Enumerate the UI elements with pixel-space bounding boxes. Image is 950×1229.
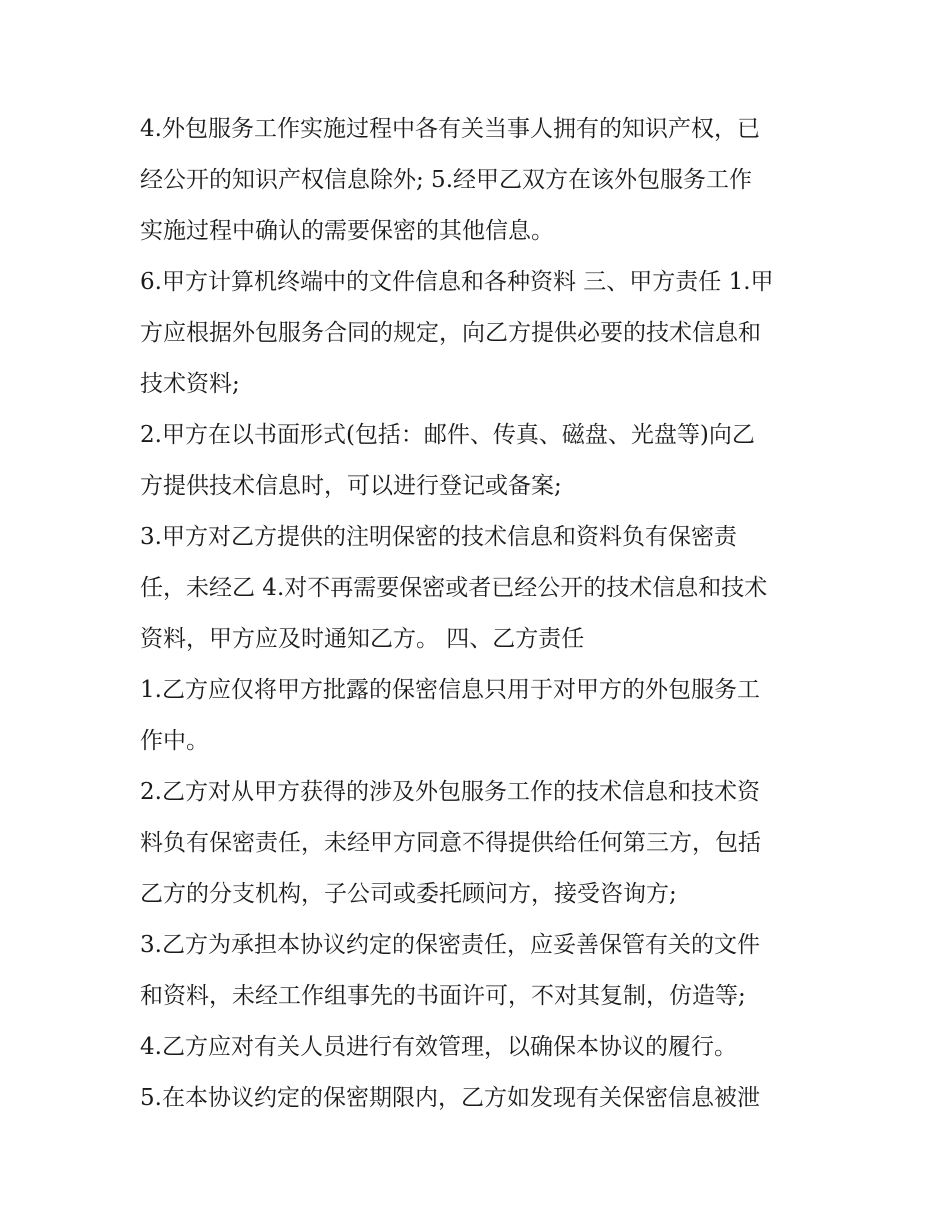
text-line: 料负有保密责任，未经甲方同意不得提供给任何第三方，包括	[140, 830, 761, 856]
text-line: 2.乙方对从甲方获得的涉及外包服务工作的技术信息和技术资	[140, 779, 760, 805]
text-line: 4.外包服务工作实施过程中各有关当事人拥有的知识产权，已	[140, 116, 760, 142]
text-line: 4.乙方应对有关人员进行有效管理，以确保本协议的履行。	[140, 1034, 737, 1060]
text-line: 资料，甲方应及时通知乙方。 四、乙方责任	[140, 626, 585, 652]
text-line: 6.甲方计算机终端中的文件信息和各种资料 三、甲方责任 1.甲	[140, 269, 774, 295]
text-line: 乙方的分支机构，子公司或委托顾问方，接受咨询方;	[140, 881, 677, 907]
text-line: 方提供技术信息时，可以进行登记或备案;	[140, 473, 562, 499]
text-line: 2.甲方在以书面形式(包括：邮件、传真、磁盘、光盘等)向乙	[140, 422, 755, 448]
text-line: 1.乙方应仅将甲方批露的保密信息只用于对甲方的外包服务工	[140, 677, 760, 703]
text-line: 3.乙方为承担本协议约定的保密责任，应妥善保管有关的文件	[140, 932, 760, 958]
text-line: 3.甲方对乙方提供的注明保密的技术信息和资料负有保密责	[140, 524, 737, 550]
text-line: 任，未经乙 4.对不再需要保密或者已经公开的技术信息和技术	[140, 575, 768, 601]
text-line: 方应根据外包服务合同的规定，向乙方提供必要的技术信息和	[140, 320, 761, 346]
text-line: 作中。	[140, 728, 209, 754]
text-line: 5.在本协议约定的保密期限内，乙方如发现有关保密信息被泄	[140, 1085, 760, 1111]
document-body	[140, 104, 820, 1124]
text-line: 和资料，未经工作组事先的书面许可，不对其复制，仿造等;	[140, 983, 746, 1009]
text-line: 经公开的知识产权信息除外; 5.经甲乙双方在该外包服务工作	[140, 167, 753, 193]
text-line: 实施过程中确认的需要保密的其他信息。	[140, 218, 554, 244]
text-line: 技术资料;	[140, 371, 240, 397]
